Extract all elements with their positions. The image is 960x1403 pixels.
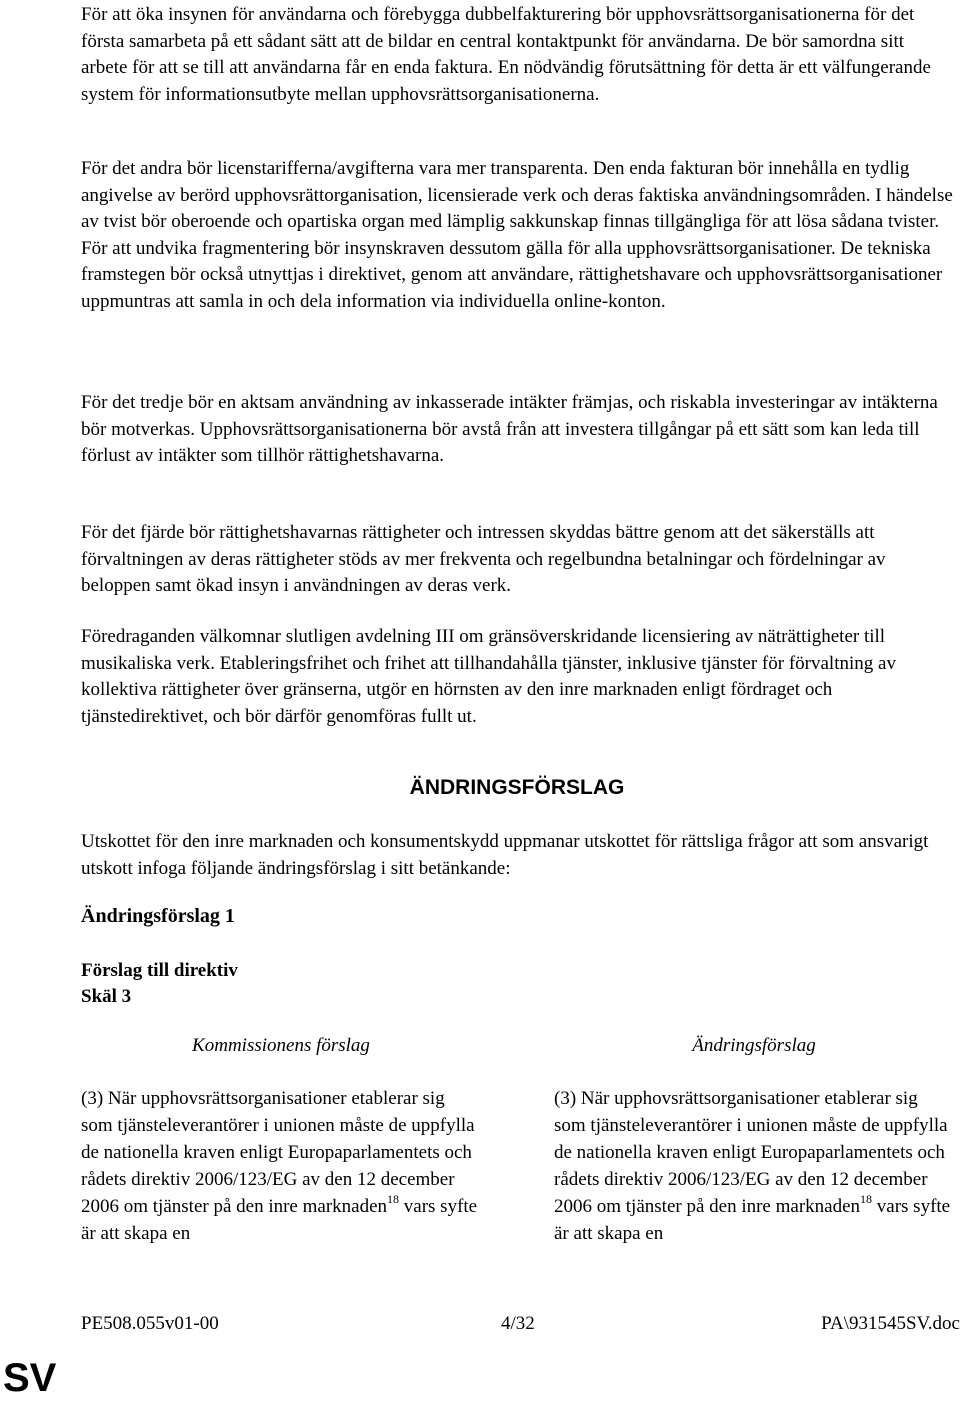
page-footer [81,1313,960,1339]
right-text-tail: vars syfte är att skapa en [554,1196,951,1244]
left-column-heading: Kommissionens förslag [192,1035,370,1056]
footer-doc-ref: PE508.055v01-00 [81,1313,219,1334]
proposal-line-2: Skäl 3 [81,986,132,1007]
left-footnote-ref: 18 [387,1191,400,1206]
proposal-line-1: Förslag till direktiv [81,960,238,981]
body-paragraph-4: För det fjärde bör rättighetshavarnas rättigheter och intressen skyddas bättre genom att det säkerställs att förvaltningen av deras rättigheter stöds av mer frekventa och regelbundna betalningar och fördelningar av beloppen samt ökad insyn i användningen av deras verk. [81,522,886,596]
body-paragraph-6: Utskottet för den inre marknaden och konsumentskydd uppmanar utskottet för rättsliga frågor att som ansvarigt utskott infoga följande ändringsförslag i sitt betänkande: [81,831,929,879]
body-paragraph-5: Föredraganden välkomnar slutligen avdelning III om gränsöverskridande licensiering av näträttigheter till musikaliska verk. Etableringsfrihet och frihet att tillhandahålla tjänster, inklusive tjänster för förvaltning av kollektiva rättigheter över gränserna, utgör en hörnsten av den inre marknaden enligt fördraget och tjänstedirektivet, och bör därför genomföras fullt ut. [81,626,896,727]
section-heading: ÄNDRINGSFÖRSLAG [409,776,625,799]
right-footnote-ref: 18 [860,1191,873,1206]
right-column-heading: Ändringsförslag [692,1035,816,1056]
left-text-tail: vars syfte är att skapa en [81,1196,478,1244]
body-paragraph-3: För det tredje bör en aktsam användning av inkasserade intäkter främjas, och riskabla investeringar av intäkterna bör motverkas. Upphovsrättsorganisationerna bör avstå från att investera tillgångar på ett sätt som kan leda till förlust av intäkter som tillhör rättighetshavarna. [81,392,938,466]
body-paragraph-2: För det andra bör licenstarifferna/avgifterna vara mer transparenta. Den enda fakturan bör innehålla en tydlig angivelse av berörd upphovsrättorganisation, licensierade verk och deras faktiska användningsområden. I händelse av tvist bör oberoende och opartiska organ med lämplig sakkunskap finnas tillgängliga för att lösa sådana tvister. För att undvika fragmentering bör insynskraven dessutom gälla för alla upphovsrättsorganisationer. De tekniska framstegen bör också utnyttjas i direktivet, genom att användare, rättighetshavare och upphovsrättsorganisationer uppmuntras att samla in och dela information via individuella online-konton. [81,158,953,312]
footer-page-number: 4/32 [501,1313,535,1334]
language-code: SV [3,1356,57,1400]
right-text: (3) När upphovsrättsorganisationer etablerar sig som tjänsteleverantörer i unionen måste de uppfylla de nationella kraven enligt Europaparlamentets och rådets direktiv 2006/123/EG av den 12 december 2006 om tjänster på den inre marknaden [554,1088,948,1217]
footer-file-name: PA\931545SV.doc [821,1313,960,1334]
right-column-text [554,1085,954,1247]
left-text: (3) När upphovsrättsorganisationer etablerar sig som tjänsteleverantörer i unionen måste de uppfylla de nationella kraven enligt Europaparlamentets och rådets direktiv 2006/123/EG av den 12 december 2006 om tjänster på den inre marknaden [81,1088,475,1217]
left-column-text [81,1085,481,1247]
proposal-label [81,958,238,1010]
body-paragraph-1: För att öka insynen för användarna och förebygga dubbelfakturering bör upphovsrättsorganisationerna för det första samarbeta på ett sådant sätt att de bildar en central kontaktpunkt för användarna. De bör samordna sitt arbete för att se till att användarna får en enda faktura. En nödvändig förutsättning för detta är ett välfungerande system för informationsutbyte mellan upphovsrättsorganisationerna. [81,4,931,105]
amendment-title: Ändringsförslag 1 [81,905,235,927]
